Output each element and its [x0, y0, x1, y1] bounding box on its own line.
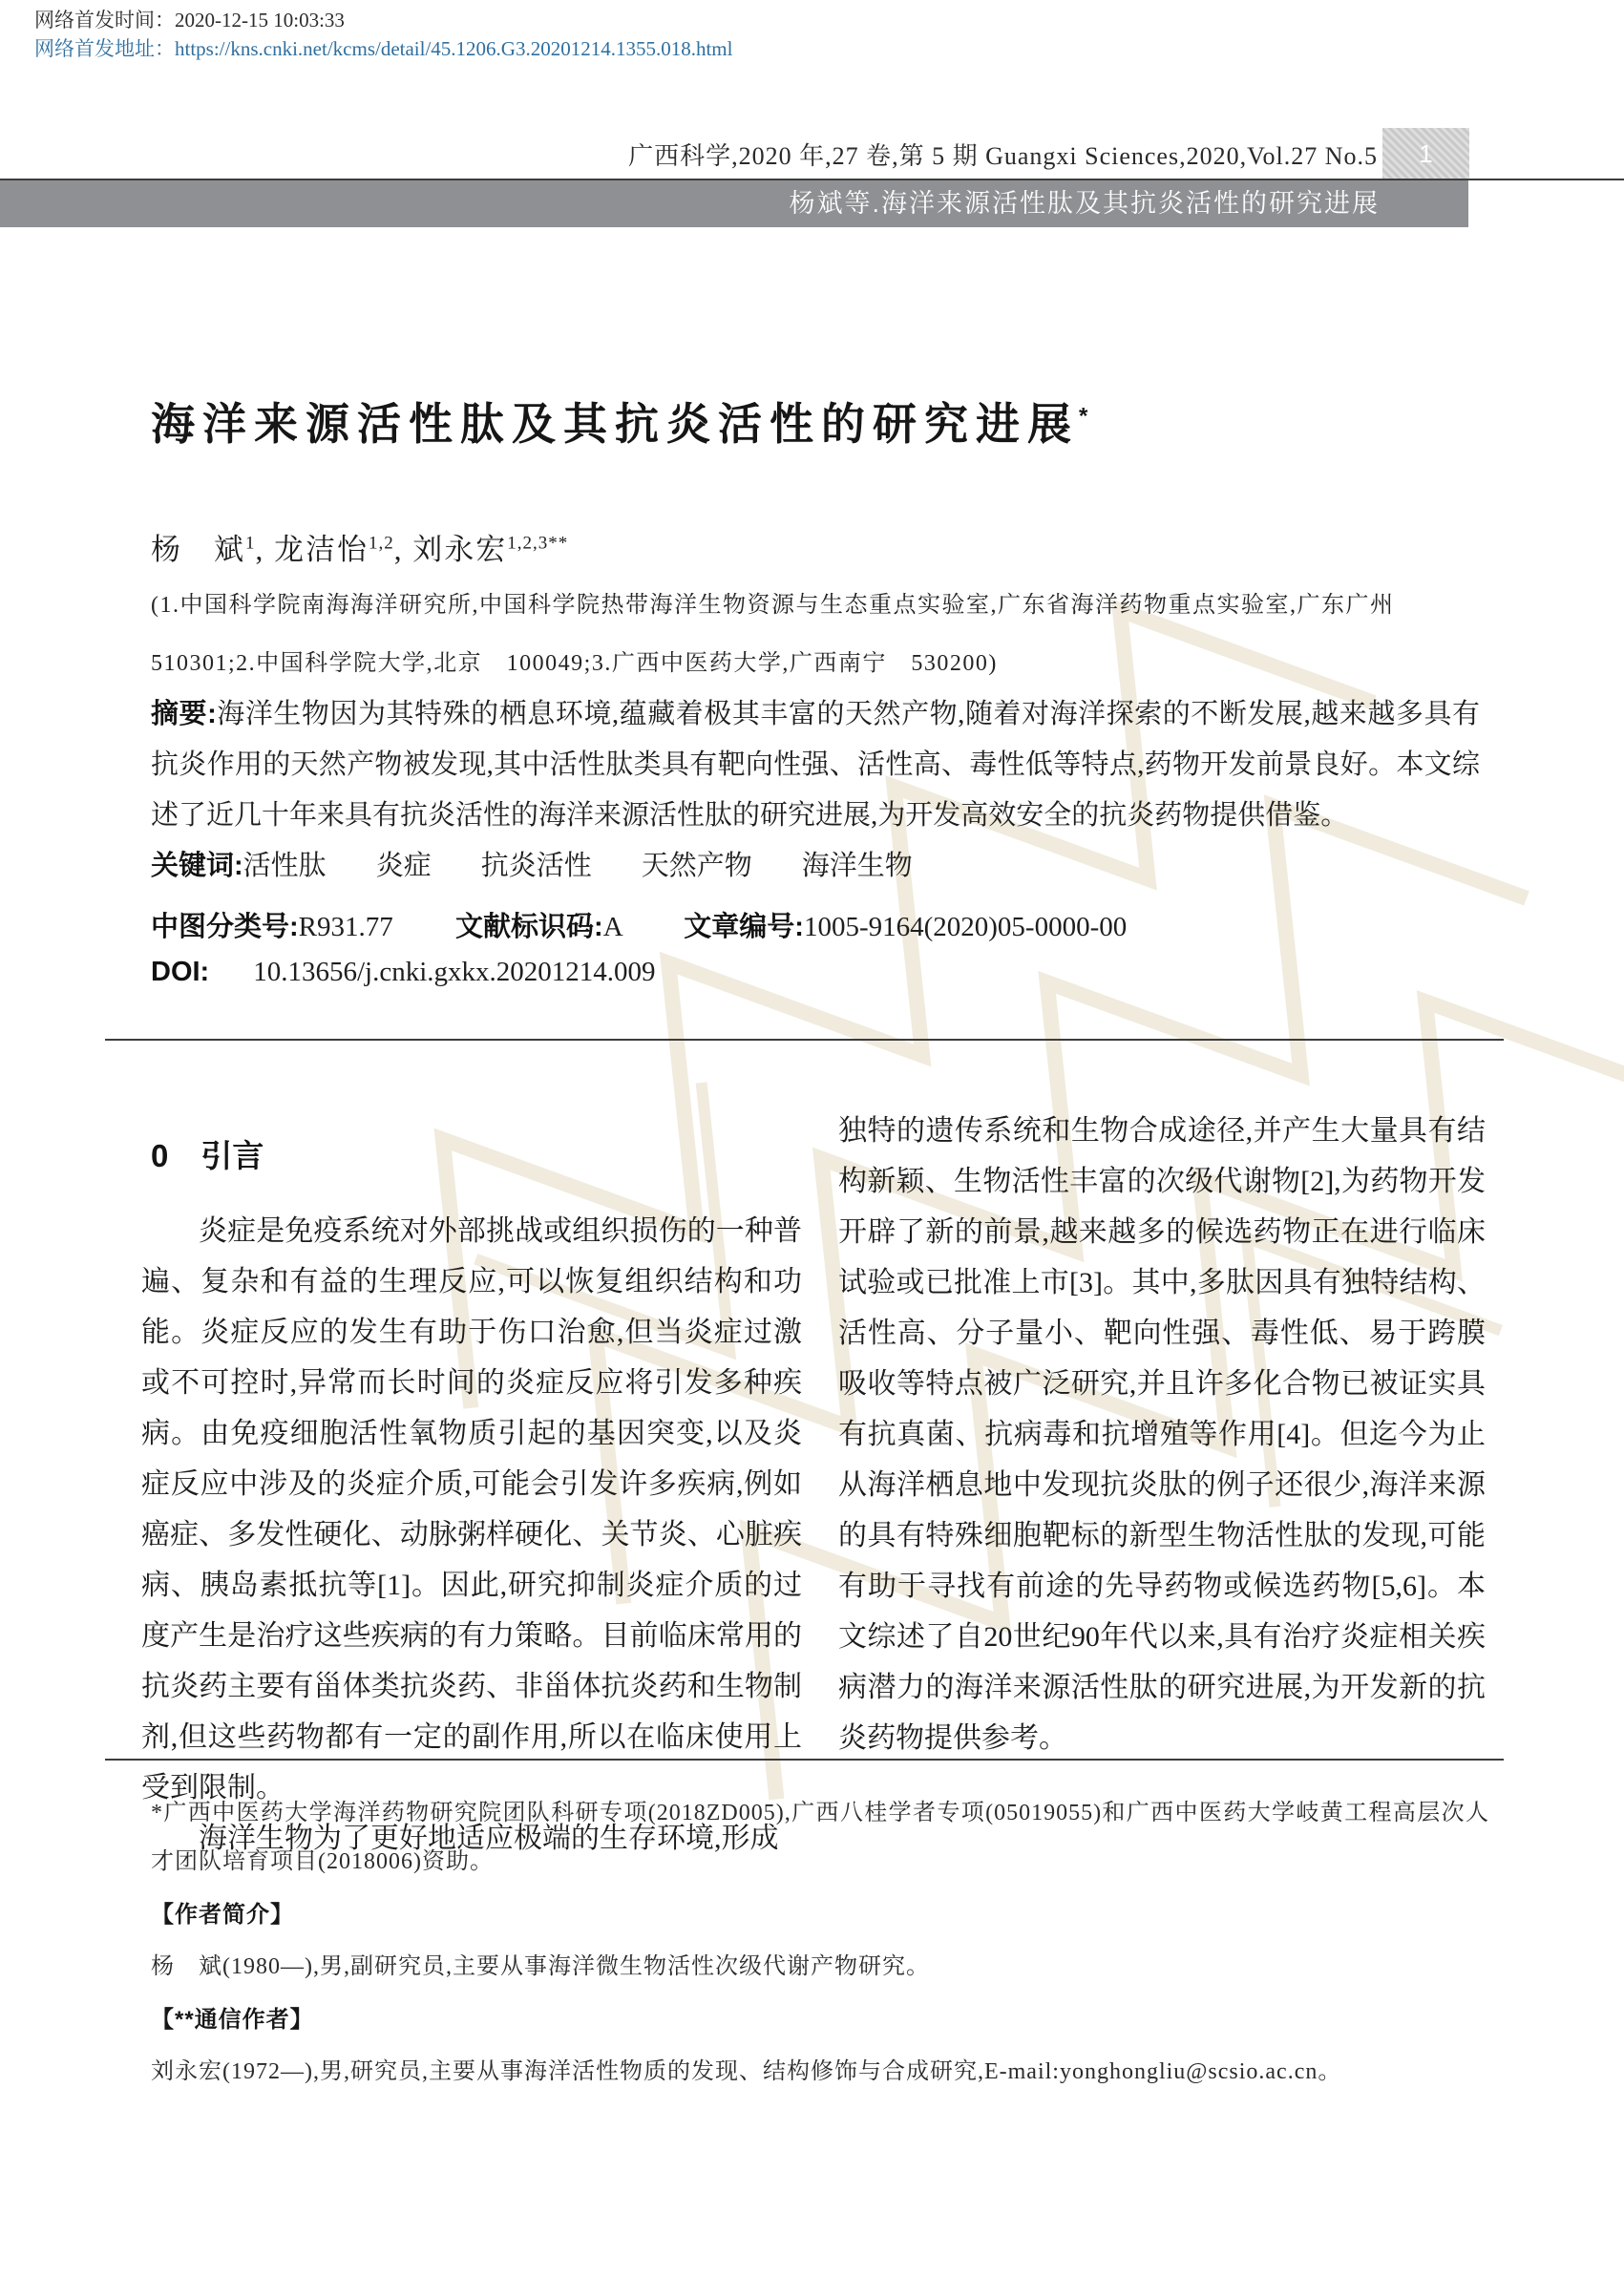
document-code-value: A: [602, 912, 622, 942]
section-title: 引言: [200, 1138, 264, 1173]
journal-info: 广西科学,2020 年,27 卷,第 5 期 Guangxi Sciences,2020,Vol.27 No.5: [628, 142, 1378, 170]
running-title-band: [0, 180, 1468, 227]
body-paragraph: 炎症是免疫系统对外部挑战或组织损伤的一种普遍、复杂和有益的生理反应,可以恢复组织结构和功能。炎症反应的发生有助于伤口治愈,但当炎症过激或不可控时,异常而长时间的炎症反应将引发多种疾病。由免疫细胞活性氧物质引起的基因突变,以及炎症反应中涉及的炎症介质,可能会引发许多疾病,例如癌症、多发性硬化、动脉粥样硬化、关节炎、心脏疾病、胰岛素抵抗等[1]。因此,研究抑制炎症介质的过度产生是治疗这些疾病的有力策略。目前临床常用的抗炎药主要有甾体类抗炎药、非甾体抗炎药和生物制剂,但这些药物都有一定的副作用,所以在临床使用上受到限制。: [141, 1215, 802, 1803]
keywords-label: 关键词:: [151, 851, 243, 881]
section-heading-intro: [151, 1130, 802, 1181]
author-separator: ,: [255, 533, 265, 566]
doi-label: DOI:: [151, 957, 210, 987]
affiliation: [151, 577, 1487, 693]
cnki-first-publish-meta: [34, 6, 732, 63]
author-1-affil-sup: 1: [245, 533, 256, 554]
clc-number: [151, 912, 393, 942]
author-separator: ,: [393, 533, 404, 566]
keywords-line: [151, 841, 1480, 892]
body-paragraph: 海洋生物为了更好地适应极端的生存环境,形成: [199, 1823, 779, 1854]
publish-time-line: [34, 6, 732, 34]
doi-line: [151, 957, 656, 988]
article-number-value: 1005-9164(2020)05-0000-00: [803, 912, 1128, 942]
abstract-text: 海洋生物因为其特殊的栖息环境,蕴藏着极其丰富的天然产物,随着对海洋探索的不断发展,越来越多具有抗炎作用的天然产物被发现,其中活性肽类具有靶向性强、活性高、毒性低等特点,药物开发前景良好。本文综述了近几十年来具有抗炎活性的海洋来源活性肽的研究进展,为开发高效安全的抗炎药物提供借鉴。: [151, 699, 1480, 831]
article-number-label: 文章编号:: [684, 912, 804, 942]
corresponding-author-label: 【**通信作者】: [151, 2007, 314, 2033]
article-title: [151, 390, 1087, 453]
author-bio-label: 【作者简介】: [151, 1902, 294, 1928]
body-left-column: [141, 1107, 802, 1864]
document-code: [455, 912, 622, 942]
body-paragraph: 独特的遗传系统和生物合成途径,并产生大量具有结构新颖、生物活性丰富的次级代谢物[2],为药物开发开辟了新的前景,越来越多的候选药物正在进行临床试验或已批准上市[3]。其中,多肽因具有独特结构、活性高、分子量小、靶向性强、毒性低、易于跨膜吸收等特点被广泛研究,并且许多化合物已被证实具有抗真菌、抗病毒和抗增殖等作用[4]。但迄今为止从海洋栖息地中发现抗炎肽的例子还很少,海洋来源的具有特殊细胞靶标的新型生物活性肽的发现,可能有助于寻找有前途的先导药物或候选药物[5,6]。本文综述了自20世纪90年代以来,具有治疗炎症相关疾病潜力的海洋来源活性肽的研究进展,为开发新的抗炎药物提供参考。: [838, 1115, 1486, 1754]
keyword: 抗炎活性: [480, 851, 592, 881]
clc-value: R931.77: [298, 912, 393, 942]
running-title: 杨斌等.海洋来源活性肽及其抗炎活性的研究进展: [789, 189, 1380, 218]
author-2-affil-sup: 1,2: [369, 533, 394, 554]
publish-url-link[interactable]: https://kns.cnki.net/kcms/detail/45.1206.G3.20201214.1355.018.html: [175, 37, 733, 60]
author-3-name: 刘永宏: [412, 533, 508, 566]
body-right-column: [838, 1106, 1486, 1763]
publish-time-label: 网络首发时间：: [34, 9, 175, 32]
author-2: [274, 533, 394, 566]
affiliation-line-2: 510301;2.中国科学院大学,北京 100049;3.广西中医药大学,广西南宁 530200): [151, 651, 998, 676]
classification-line: [151, 905, 1127, 944]
footnotes: [151, 1789, 1489, 2100]
keyword: 活性肽: [243, 851, 327, 881]
author-3-affil-sup: 1,2,3**: [507, 533, 569, 554]
affiliation-line-1: (1.中国科学院南海海洋研究所,中国科学院热带海洋生物资源与生态重点实验室,广东省海洋药物重点实验室,广东广州: [151, 593, 1395, 618]
corresponding-author-note: 刘永宏(1972—),男,研究员,主要从事海洋活性物质的发现、结构修饰与合成研究,E-mail:yonghongliu@scsio.ac.cn。: [151, 2059, 1342, 2084]
authors-line: [151, 525, 568, 568]
abstract-block: [151, 689, 1480, 892]
footnote-separator: [105, 1759, 1504, 1761]
author-1: [151, 533, 256, 566]
title-footnote-mark: *: [1079, 403, 1088, 430]
funding-note: *广西中医药大学海洋药物研究院团队科研专项(2018ZD005),广西八桂学者专项(05019055)和广西中医药大学岐黄工程高层次人才团队培育项目(2018006)资助。: [151, 1801, 1489, 1874]
clc-label: 中图分类号:: [151, 912, 299, 942]
abstract: [151, 689, 1480, 841]
author-bio: 杨 斌(1980—),男,副研究员,主要从事海洋微生物活性次级代谢产物研究。: [151, 1954, 930, 1979]
publish-url-line: [34, 34, 732, 63]
section-number: 0: [151, 1138, 169, 1173]
document-code-label: 文献标识码:: [455, 912, 603, 942]
keyword: 炎症: [375, 851, 432, 881]
author-2-name: 龙洁怡: [274, 533, 369, 566]
publish-url-label: 网络首发地址：: [34, 37, 175, 60]
section-divider-rule: [105, 1039, 1504, 1041]
abstract-label: 摘要:: [151, 699, 217, 729]
article-number: [684, 912, 1127, 942]
author-1-name: 杨 斌: [151, 533, 245, 566]
author-3: [412, 533, 568, 566]
page-number-badge: [1382, 128, 1469, 179]
publish-time-value: 2020-12-15 10:03:33: [175, 9, 345, 32]
article-title-text: 海洋来源活性肽及其抗炎活性的研究进展: [151, 399, 1079, 449]
keyword: 海洋生物: [801, 851, 913, 881]
keyword: 天然产物: [641, 851, 752, 881]
doi-value: 10.13656/j.cnki.gxkx.20201214.009: [253, 957, 656, 987]
page-number: 1: [1419, 138, 1433, 168]
